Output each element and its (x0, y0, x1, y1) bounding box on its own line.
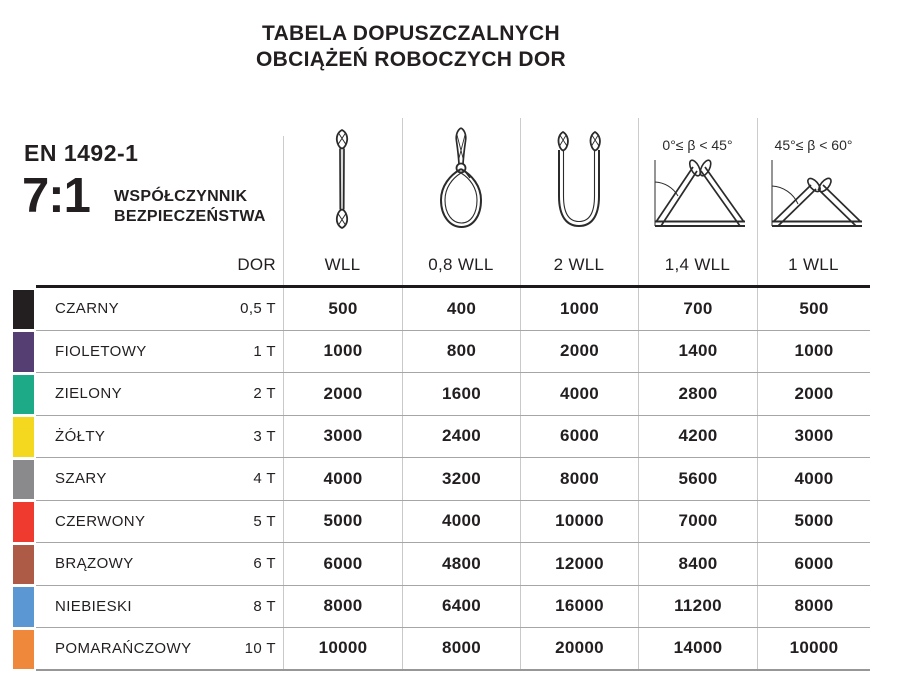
wll1-value: 10000 (757, 628, 870, 669)
dor-value: 0,5 T (240, 300, 276, 318)
title-line-2: OBCIĄŻEŃ ROBOCZYCH DOR (256, 48, 566, 71)
wll1-value: 8000 (757, 586, 870, 628)
column-header-14wll: 1,4 WLL (664, 255, 731, 274)
color-name: CZERWONY (55, 512, 146, 530)
straight-sling-icon (329, 128, 355, 230)
color-swatch (13, 502, 34, 542)
color-name: SZARY (55, 470, 107, 488)
wll1-value: 2000 (757, 373, 870, 415)
wll14-value: 11200 (638, 586, 757, 628)
column-header-dor: DOR (237, 255, 276, 274)
angle-45-60-label (757, 137, 870, 153)
wll14-value: 1400 (638, 331, 757, 373)
wll-value: 1000 (283, 331, 402, 373)
wll2-value: 12000 (520, 543, 638, 585)
column-header-wll: WLL (324, 255, 361, 274)
wll14-value: 7000 (638, 501, 757, 543)
table-row-czerwony (13, 501, 870, 544)
wll2-value: 16000 (520, 586, 638, 628)
title-line-1: TABELA DOPUSZCZALNYCH (262, 22, 560, 45)
wll08-value: 3200 (402, 458, 520, 500)
two-leg-angle-45-60-icon (765, 158, 867, 230)
wll14-value: 4200 (638, 416, 757, 458)
color-swatch (13, 630, 34, 670)
wll-value: 5000 (283, 501, 402, 543)
table-row-brazowy (13, 543, 870, 586)
column-header-1wll: 1 WLL (788, 255, 839, 274)
color-name: NIEBIESKI (55, 597, 132, 615)
color-swatch (13, 290, 34, 330)
wll08-value: 800 (402, 331, 520, 373)
color-swatch (13, 375, 34, 415)
basket-hitch-icon (553, 130, 605, 230)
wll08-value: 2400 (402, 416, 520, 458)
dor-value: 1 T (253, 342, 276, 360)
wll2-value: 4000 (520, 373, 638, 415)
dor-value: 8 T (253, 597, 276, 615)
wll14-value: 14000 (638, 628, 757, 669)
dor-value: 2 T (253, 385, 276, 403)
wll-value: 500 (283, 288, 402, 330)
factor-line-2: BEZPIECZEŃSTWA (114, 208, 266, 225)
wll2-value: 8000 (520, 458, 638, 500)
load-table (13, 288, 870, 671)
wll2-value: 20000 (520, 628, 638, 669)
column-header-08wll: 0,8 WLL (428, 255, 494, 274)
wll08-value: 6400 (402, 586, 520, 628)
safety-factor-label (114, 187, 266, 227)
color-swatch (13, 332, 34, 372)
wll08-value: 4800 (402, 543, 520, 585)
two-leg-angle-0-45-icon (648, 158, 750, 230)
table-row-czarny (13, 288, 870, 331)
page-title (161, 21, 661, 73)
wll2-value: 10000 (520, 501, 638, 543)
angle-0-45-label (638, 137, 757, 153)
wll08-value: 1600 (402, 373, 520, 415)
standard-code: EN 1492-1 (24, 140, 139, 166)
wll-value: 2000 (283, 373, 402, 415)
color-name: POMARAŃCZOWY (55, 639, 192, 657)
table-row-zolty (13, 416, 870, 459)
angle-45-60-text: 45°≤ β < 60° (774, 137, 853, 153)
color-name: BRĄZOWY (55, 555, 134, 573)
wll14-value: 5600 (638, 458, 757, 500)
wll14-value: 2800 (638, 373, 757, 415)
wll-value: 10000 (283, 628, 402, 669)
dor-value: 3 T (253, 427, 276, 445)
wll-value: 8000 (283, 586, 402, 628)
wll08-value: 4000 (402, 501, 520, 543)
wll14-value: 8400 (638, 543, 757, 585)
wll08-value: 400 (402, 288, 520, 330)
wll1-value: 3000 (757, 416, 870, 458)
wll1-value: 500 (757, 288, 870, 330)
wll2-value: 6000 (520, 416, 638, 458)
color-name: ŻÓŁTY (55, 427, 106, 445)
color-name: ZIELONY (55, 385, 122, 403)
table-row-niebieski (13, 586, 870, 629)
color-name: CZARNY (55, 300, 120, 318)
wll1-value: 6000 (757, 543, 870, 585)
wll2-value: 1000 (520, 288, 638, 330)
table-row-fioletowy (13, 331, 870, 374)
wll1-value: 1000 (757, 331, 870, 373)
wll-value: 4000 (283, 458, 402, 500)
factor-line-1: WSPÓŁCZYNNIK (114, 188, 248, 205)
color-swatch (13, 587, 34, 627)
wll08-value: 8000 (402, 628, 520, 669)
color-name: FIOLETOWY (55, 342, 147, 360)
angle-0-45-text: 0°≤ β < 45° (662, 137, 733, 153)
safety-ratio: 7:1 (22, 169, 90, 223)
table-row-szary (13, 458, 870, 501)
wll-value: 6000 (283, 543, 402, 585)
choke-hitch-icon (438, 126, 484, 232)
color-swatch (13, 460, 34, 500)
wll14-value: 700 (638, 288, 757, 330)
dor-value: 5 T (253, 512, 276, 530)
color-swatch (13, 545, 34, 585)
table-row-zielony (13, 373, 870, 416)
wll-value: 3000 (283, 416, 402, 458)
wll1-value: 4000 (757, 458, 870, 500)
dor-value: 6 T (253, 555, 276, 573)
wll1-value: 5000 (757, 501, 870, 543)
dor-value: 10 T (244, 639, 276, 657)
dor-value: 4 T (253, 470, 276, 488)
color-swatch (13, 417, 34, 457)
table-row-pomaranczowy (13, 628, 870, 671)
wll2-value: 2000 (520, 331, 638, 373)
column-header-2wll: 2 WLL (553, 255, 605, 274)
